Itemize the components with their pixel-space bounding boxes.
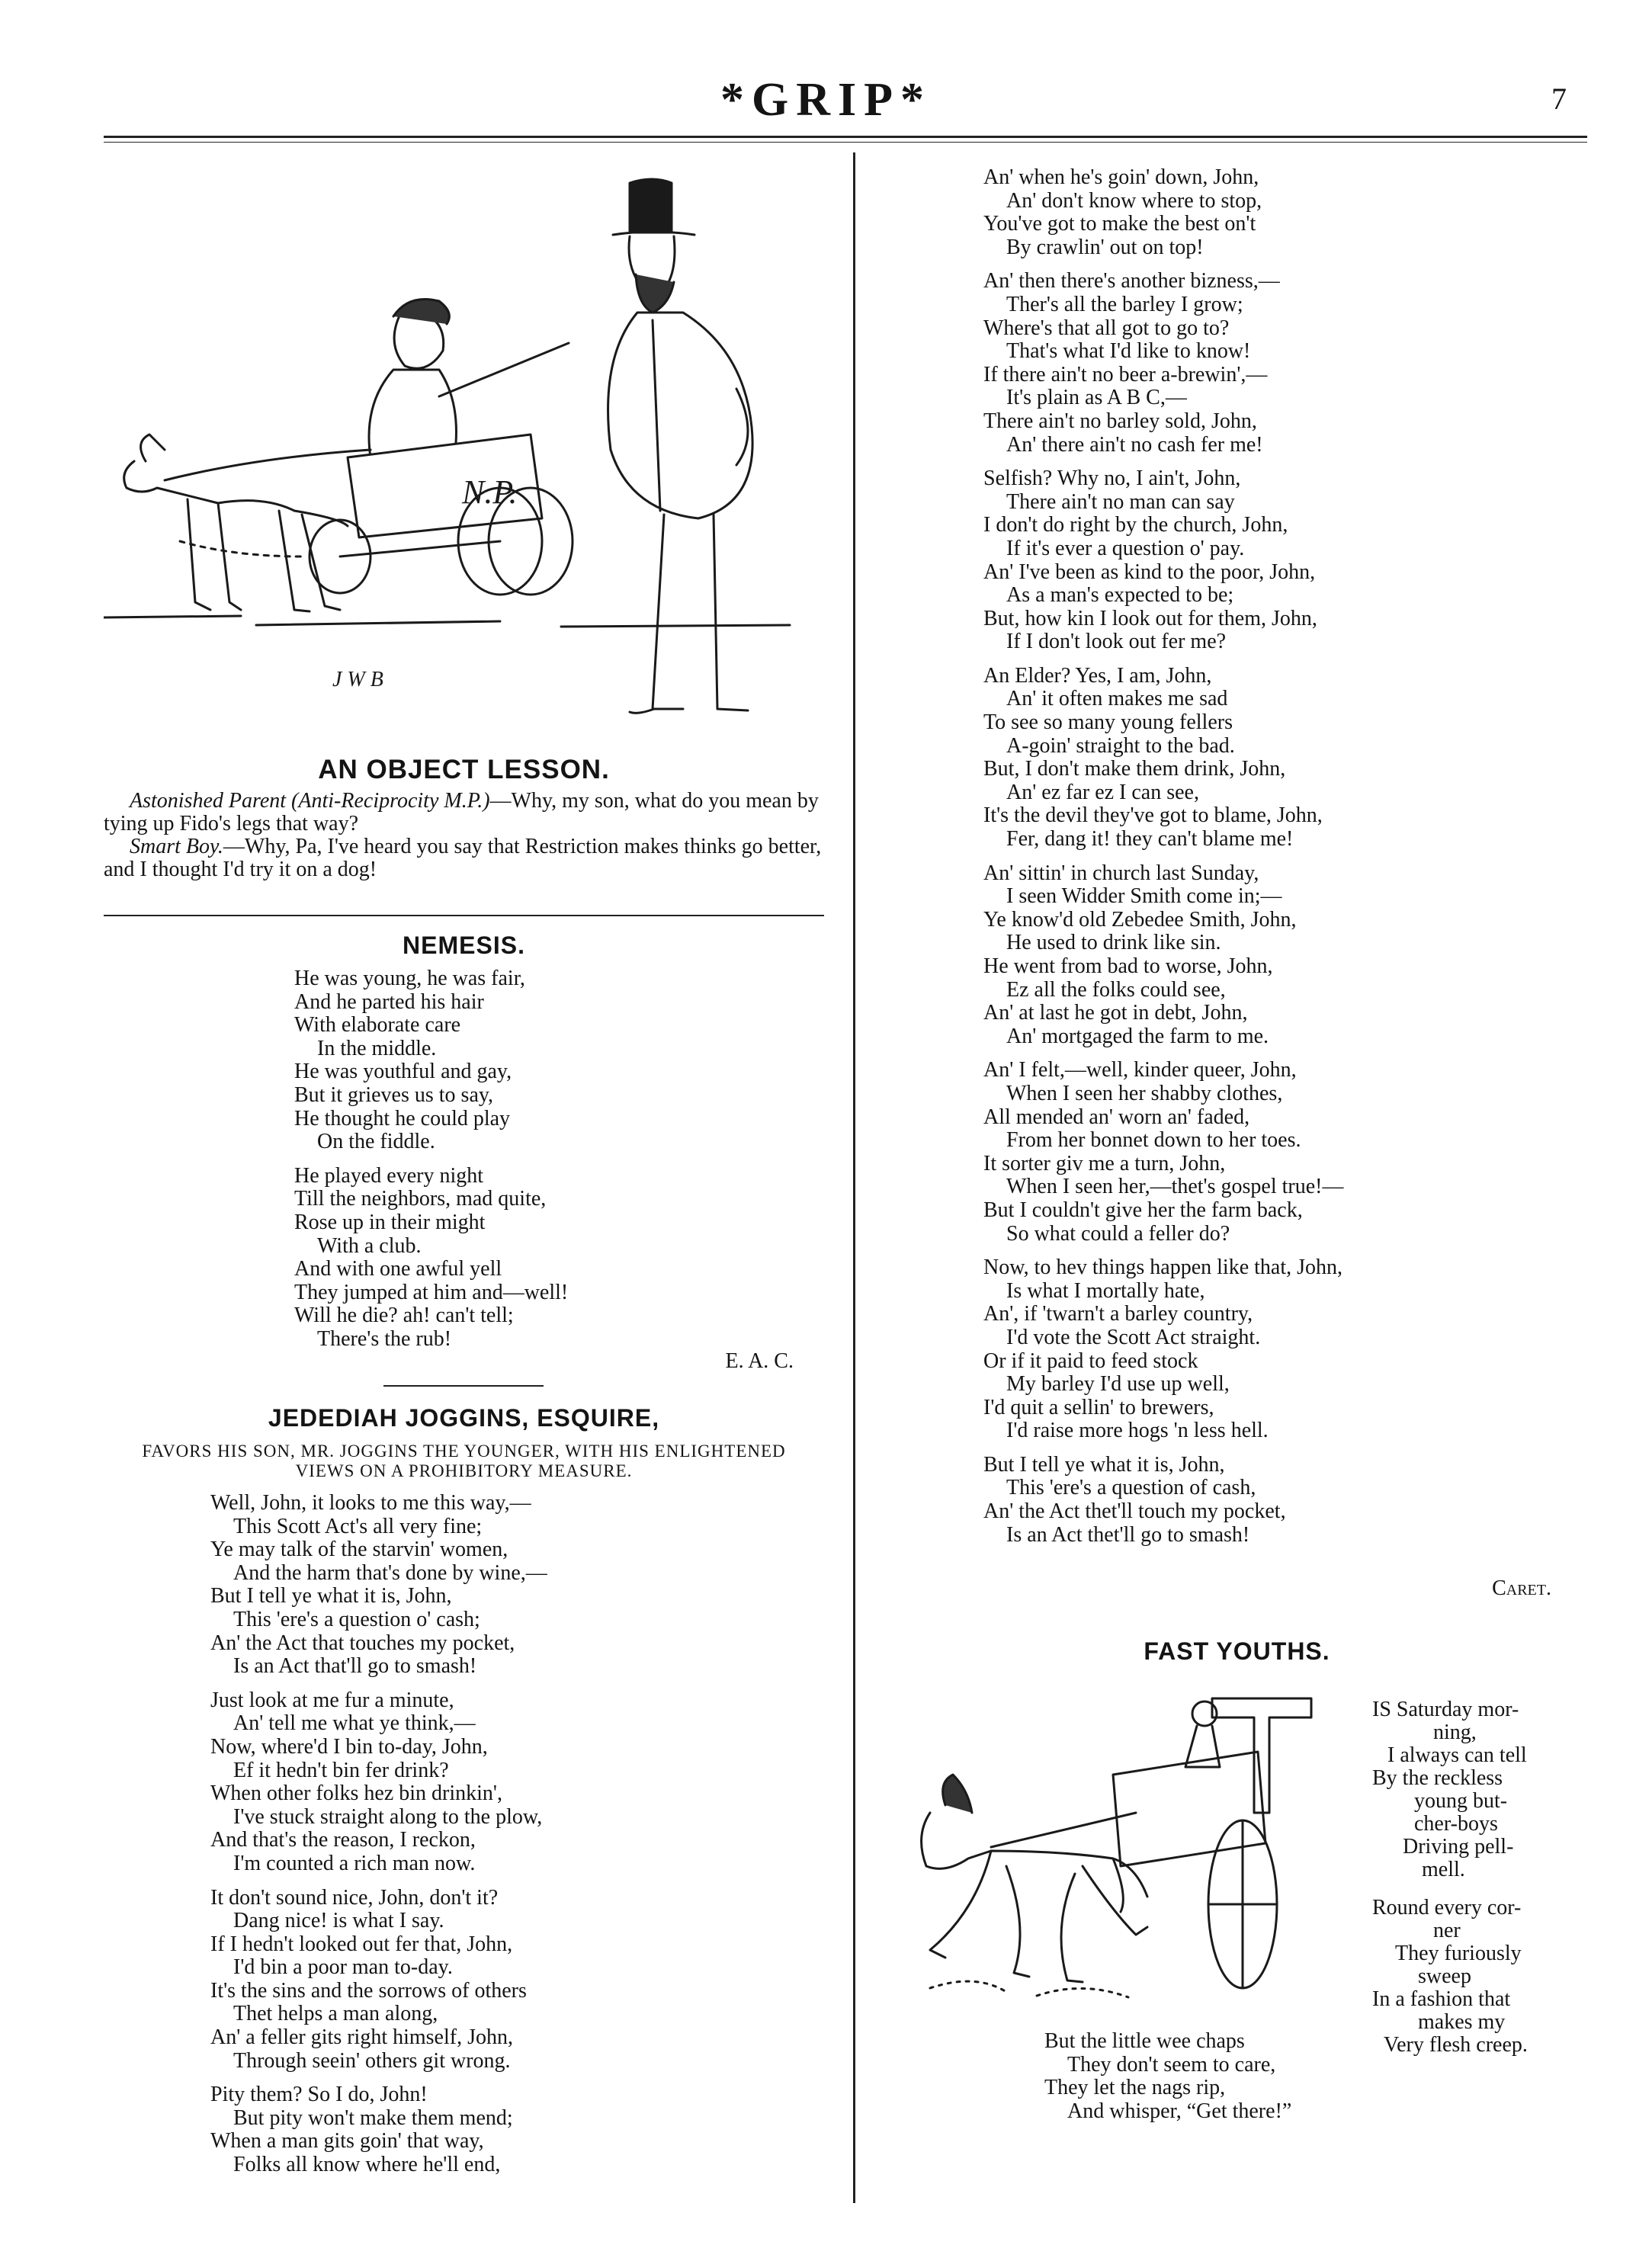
jedediah-line: When I seen her,—thet's gospel true!— [1006, 1175, 1344, 1199]
jedediah-line: An' tell me what ye think,— [233, 1711, 476, 1736]
jedediah-section [104, 1404, 824, 2188]
nemesis-line: With a club. [317, 1233, 422, 1258]
fast-youths-line: ner [1433, 1919, 1461, 1942]
jedediah-line: He went from bad to worse, John, [983, 954, 1273, 978]
nemesis-section [104, 932, 824, 1373]
fast-youths-cartoon [884, 1683, 1372, 2019]
fast-youths-line: Driving pell- [1403, 1835, 1514, 1859]
jedediah-line: This Scott Act's all very fine; [233, 1514, 483, 1538]
nemesis-line: Rose up in their might [294, 1210, 486, 1234]
object-lesson-dialog [104, 790, 824, 881]
jedediah-poem-part2 [983, 166, 1589, 1547]
jedediah-line: This 'ere's a question o' cash; [233, 1607, 480, 1631]
jedediah-line: From her bonnet down to her toes. [1006, 1128, 1301, 1153]
jedediah-line: But I tell ye what it is, John, [983, 1452, 1225, 1477]
jedediah-line: An' mortgaged the farm to me. [1006, 1024, 1269, 1048]
nemesis-line: Till the neighbors, mad quite, [294, 1187, 547, 1211]
jedediah-line: An' I've been as kind to the poor, John, [983, 560, 1316, 584]
short-rule [383, 1385, 544, 1387]
nemesis-signature: E. A. C. [725, 1349, 794, 1373]
cart-label: N.P. [462, 473, 518, 511]
fast-youths-line: ning, [1433, 1721, 1477, 1744]
fast-youths-line: sweep [1418, 1964, 1471, 1988]
jedediah-line: An' sittin' in church last Sunday, [983, 861, 1259, 885]
nemesis-line: He played every night [294, 1163, 484, 1188]
fast-youths-line: IS Saturday mor- [1372, 1698, 1519, 1721]
fast-youths-line: By the reckless [1372, 1766, 1503, 1790]
jedediah-line: By crawlin' out on top! [1006, 235, 1204, 259]
jedediah-line: Thet helps a man along, [233, 2002, 438, 2026]
jedediah-title: JEDEDIAH JOGGINS, ESQUIRE, [268, 1404, 660, 1432]
jedediah-stanza [983, 1059, 1589, 1246]
jedediah-line: I'd bin a poor man to-day. [233, 1955, 453, 1980]
fast-youths-stanza-3 [1044, 2030, 1291, 2123]
nemesis-poem [294, 967, 824, 1352]
jedediah-line: When I seen her shabby clothes, [1006, 1081, 1283, 1105]
jedediah-stanza [983, 270, 1589, 457]
jedediah-line: I've stuck straight along to the plow, [233, 1804, 543, 1829]
jedediah-line: To see so many young fellers [983, 710, 1233, 735]
jedediah-line: If I hedn't looked out fer that, John, [210, 1932, 513, 1956]
section-rule [104, 915, 824, 916]
fast-youths-line: Round every cor- [1372, 1896, 1522, 1919]
jedediah-line: I don't do right by the church, John, [983, 513, 1288, 537]
nemesis-line: And with one awful yell [294, 1257, 502, 1281]
nemesis-line: There's the rub! [317, 1326, 452, 1351]
dialog-line-boy: Smart Boy.—Why, Pa, I've heard you say that Restriction makes thinks go better, and I thought I'd try it on a dog! [104, 835, 822, 881]
nemesis-stanza [294, 1165, 824, 1352]
object-lesson-cartoon [104, 160, 824, 747]
jedediah-line: I'm counted a rich man now. [233, 1851, 476, 1875]
header-rule [104, 136, 1587, 138]
nemesis-line: On the fiddle. [317, 1130, 435, 1154]
jedediah-stanza [983, 665, 1589, 851]
jedediah-line: Just look at me fur a minute, [210, 1688, 454, 1712]
jedediah-line: He used to drink like sin. [1006, 931, 1221, 955]
fast-youths-line: They furiously [1395, 1942, 1522, 1965]
object-lesson-block [104, 755, 824, 881]
fast-youths-line: They let the nags rip, [1044, 2076, 1226, 2100]
fast-youths-line: And whisper, “Get there!” [1067, 2099, 1292, 2123]
jedediah-line: A-goin' straight to the bad. [1006, 733, 1235, 758]
jedediah-line: That's what I'd like to know! [1006, 339, 1251, 364]
right-column [884, 165, 1589, 2123]
jedediah-stanza [983, 862, 1589, 1049]
jedediah-line: An' the Act thet'll touch my pocket, [983, 1499, 1286, 1524]
jedediah-line: I'd quit a sellin' to brewers, [983, 1395, 1214, 1419]
jedediah-line: There ain't no barley sold, John, [983, 409, 1257, 433]
fast-youths-line: But the little wee chaps [1044, 2029, 1245, 2053]
jedediah-line: When a man gits goin' that way, [210, 2129, 484, 2154]
dialog-line-parent: Astonished Parent (Anti-Reciprocity M.P.)—Why, my son, what do you mean by tying up Fido's legs that way? [104, 789, 819, 835]
jedediah-line: Where's that all got to go to? [983, 316, 1230, 340]
jedediah-line: An' then there's another bizness,— [983, 269, 1280, 293]
jedediah-line: This 'ere's a question of cash, [1006, 1476, 1256, 1500]
fast-youths-line: makes my [1418, 2010, 1506, 2034]
nemesis-line: They jumped at him and—well! [294, 1280, 569, 1304]
jedediah-line: An' it often makes me sad [1006, 687, 1228, 711]
jedediah-stanza [983, 1454, 1589, 1547]
jedediah-line: It sorter giv me a turn, John, [983, 1151, 1226, 1175]
jedediah-stanza [983, 467, 1589, 654]
object-lesson-title: AN OBJECT LESSON. [318, 755, 610, 784]
jedediah-stanza [210, 1689, 824, 1876]
jedediah-line: An' when he's goin' down, John, [983, 165, 1259, 189]
jedediah-line: Is an Act thet'll go to smash! [1006, 1522, 1250, 1547]
masthead-title: *GRIP* [720, 74, 932, 126]
jedediah-line: But I tell ye what it is, John, [210, 1584, 452, 1608]
jedediah-subtitle: FAVORS HIS SON, MR. JOGGINS THE YOUNGER, WITH HIS ENLIGHTENED VIEWS ON A PROHIBITORY MEASURE. [142, 1442, 786, 1480]
nemesis-title: NEMESIS. [403, 932, 525, 959]
page-number: 7 [1551, 82, 1567, 116]
jedediah-line: All mended an' worn an' faded, [983, 1105, 1250, 1129]
jedediah-line: Ther's all the barley I grow; [1006, 292, 1243, 316]
jedediah-line: I seen Widder Smith come in;— [1006, 884, 1282, 909]
jedediah-stanza [983, 166, 1589, 259]
nemesis-line: He was young, he was fair, [294, 967, 525, 990]
jedediah-line: But, how kin I look out for them, John, [983, 606, 1317, 630]
jedediah-line: Folks all know where he'll end, [233, 2153, 501, 2177]
jedediah-line: An Elder? Yes, I am, John, [983, 663, 1212, 688]
jedediah-line: Is an Act that'll go to smash! [233, 1654, 477, 1679]
fast-youths-line: In a fashion that [1372, 1987, 1511, 2011]
jedediah-line: Now, where'd I bin to-day, John, [210, 1734, 488, 1759]
jedediah-poem-part1 [210, 1492, 824, 2177]
jedediah-line: Dang nice! is what I say. [233, 1909, 444, 1933]
jedediah-stanza [210, 1887, 824, 2073]
jedediah-line: Fer, dang it! they can't blame me! [1006, 827, 1294, 851]
jedediah-stanza [210, 2083, 824, 2176]
fast-youths-stanza-2 [1372, 1897, 1589, 2057]
jedediah-line: But I couldn't give her the farm back, [983, 1198, 1303, 1222]
jedediah-line: An' don't know where to stop, [1006, 188, 1262, 213]
column-divider [853, 152, 855, 2203]
jedediah-line: And the harm that's done by wine,— [233, 1560, 547, 1585]
fast-youths-stanza-1 [1372, 1698, 1589, 1881]
jedediah-line: Ef it hedn't bin fer drink? [233, 1758, 449, 1782]
fast-youths-line: cher-boys [1414, 1812, 1498, 1836]
fast-youths-line: I always can tell [1387, 1743, 1527, 1767]
jedediah-line: An' I felt,—well, kinder queer, John, [983, 1058, 1297, 1082]
fast-youths-line: mell. [1422, 1858, 1465, 1881]
jedediah-line: Ez all the folks could see, [1006, 977, 1226, 1002]
jedediah-line: Ye know'd old Zebedee Smith, John, [983, 907, 1297, 932]
nemesis-line: Will he die? ah! can't tell; [294, 1304, 514, 1328]
jedediah-line: I'd vote the Scott Act straight. [1006, 1325, 1261, 1349]
fast-youths-line: young but- [1414, 1789, 1508, 1813]
nemesis-line: But it grieves us to say, [294, 1082, 494, 1107]
jedediah-line: An' ez far ez I can see, [1006, 780, 1199, 804]
jedediah-line: So what could a feller do? [1006, 1221, 1230, 1246]
jedediah-line: Is what I mortally hate, [1006, 1278, 1205, 1303]
nemesis-line: He was youthful and gay, [294, 1060, 512, 1084]
jedediah-line: But, I don't make them drink, John, [983, 757, 1286, 781]
jedediah-stanza [983, 1256, 1589, 1443]
fast-youths-title: FAST YOUTHS. [1144, 1637, 1330, 1665]
jedediah-line: I'd raise more hogs 'n less hell. [1006, 1419, 1269, 1443]
cartoon-signature: J W B [332, 668, 383, 691]
jedediah-line: As a man's expected to be; [1006, 583, 1234, 608]
jedediah-line: If there ain't no beer a-brewin',— [983, 362, 1268, 386]
jedediah-line: And that's the reason, I reckon, [210, 1828, 476, 1852]
jedediah-line: An', if 'twarn't a barley country, [983, 1302, 1253, 1326]
jedediah-line: There ain't no man can say [1006, 489, 1235, 514]
jedediah-line: It don't sound nice, John, don't it? [210, 1885, 499, 1910]
jedediah-line: It's plain as A B C,— [1006, 386, 1187, 410]
nemesis-line: In the middle. [317, 1036, 437, 1060]
header-rule-thin [104, 142, 1587, 143]
nemesis-line: And he parted his hair [294, 989, 484, 1014]
nemesis-line: He thought he could play [294, 1106, 511, 1130]
jedediah-line: Well, John, it looks to me this way,— [210, 1491, 531, 1515]
jedediah-line: It's the sins and the sorrows of others [210, 1978, 527, 2003]
jedediah-line: If it's ever a question o' pay. [1006, 536, 1245, 560]
jedediah-stanza [210, 1492, 824, 1679]
fast-youths-line: Very flesh creep. [1384, 2033, 1528, 2057]
jedediah-line: Or if it paid to feed stock [983, 1349, 1198, 1373]
jedediah-line: Selfish? Why no, I ain't, John, [983, 467, 1241, 491]
jedediah-line: But pity won't make them mend; [233, 2105, 513, 2130]
jedediah-line: Ye may talk of the starvin' women, [210, 1538, 508, 1562]
jedediah-line: My barley I'd use up well, [1006, 1372, 1230, 1397]
jedediah-line: If I don't look out fer me? [1006, 630, 1227, 654]
jedediah-line: It's the devil they've got to blame, John, [983, 803, 1323, 828]
jedediah-line: An' there ain't no cash fer me! [1006, 432, 1263, 457]
jedediah-line: When other folks hez bin drinkin', [210, 1782, 502, 1806]
fast-youths-line: They don't seem to care, [1067, 2052, 1276, 2077]
jedediah-line: You've got to make the best on't [983, 212, 1256, 236]
jedediah-line: An' a feller gits right himself, John, [210, 2025, 513, 2050]
jedediah-line: Through seein' others git wrong. [233, 2048, 511, 2073]
jedediah-line: An' the Act that touches my pocket, [210, 1631, 515, 1655]
nemesis-line: With elaborate care [294, 1013, 461, 1037]
jedediah-signature: Caret. [1492, 1576, 1551, 1600]
jedediah-line: Now, to hev things happen like that, John, [983, 1256, 1343, 1280]
jedediah-line: Pity them? So I do, John! [210, 2083, 428, 2107]
jedediah-line: An' at last he got in debt, John, [983, 1001, 1248, 1025]
nemesis-stanza [294, 967, 824, 1154]
